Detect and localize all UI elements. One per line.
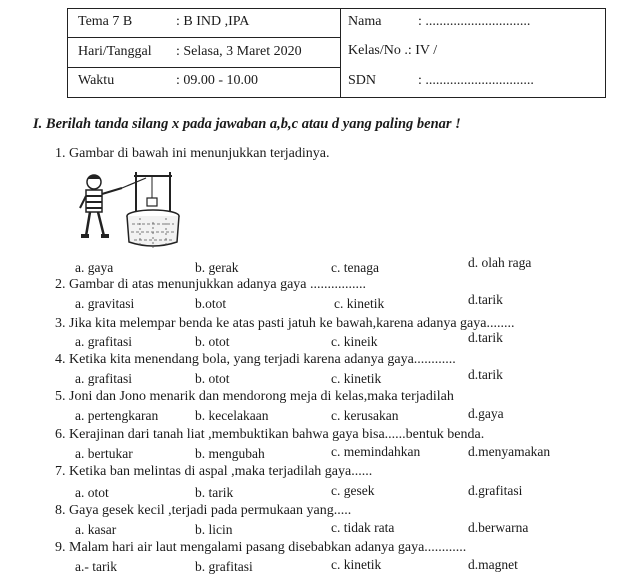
tema-label: Tema 7 B (78, 14, 133, 29)
option-6d[interactable]: d.menyamakan (468, 444, 551, 459)
question-8: 8. Gaya gesek kecil ,terjadi pada permukaan yang..... (55, 503, 352, 518)
option-5a[interactable]: a. pertengkaran (75, 408, 159, 423)
waktu-label: Waktu (78, 73, 115, 88)
option-4b[interactable]: b. otot (195, 371, 230, 386)
option-3b[interactable]: b. otot (195, 334, 230, 349)
option-4d[interactable]: d.tarik (468, 367, 503, 382)
option-8c[interactable]: c. tidak rata (331, 520, 395, 535)
option-8b[interactable]: b. licin (195, 522, 233, 537)
question-6: 6. Kerajinan dari tanah liat ,membuktikan bahwa gaya bisa......bentuk benda. (55, 427, 485, 442)
question-9: 9. Malam hari air laut mengalami pasang disebabkan adanya gaya............ (55, 540, 467, 555)
option-3a[interactable]: a. grafitasi (75, 334, 132, 349)
question-1: 1. Gambar di bawah ini menunjukkan terjadinya. (55, 146, 330, 161)
header-table (67, 8, 606, 98)
section-instruction: I. Berilah tanda silang x pada jawaban a,b,c atau d yang paling benar ! (33, 116, 461, 132)
question-7: 7. Ketika ban melintas di aspal ,maka terjadilah gaya...... (55, 464, 373, 479)
tema-value: : B IND ,IPA (176, 14, 250, 29)
option-1c[interactable]: c. tenaga (331, 260, 379, 275)
hari-value: : Selasa, 3 Maret 2020 (176, 44, 302, 59)
question-5: 5. Joni dan Jono menarik dan mendorong meja di kelas,maka terjadilah (55, 389, 454, 404)
option-6a[interactable]: a. bertukar (75, 446, 133, 461)
kelas-label[interactable]: Kelas/No .: IV / (348, 43, 438, 58)
question-2: 2. Gambar di atas menunjukkan adanya gaya ................ (55, 277, 367, 292)
question-4: 4. Ketika kita menendang bola, yang terjadi karena adanya gaya............ (55, 352, 456, 367)
header-row-line (68, 67, 340, 68)
option-4c[interactable]: c. kinetik (331, 371, 382, 386)
option-3d[interactable]: d.tarik (468, 330, 503, 345)
option-7d[interactable]: d.grafitasi (468, 483, 523, 498)
option-5c[interactable]: c. kerusakan (331, 408, 399, 423)
header-divider (340, 9, 341, 97)
option-5d[interactable]: d.gaya (468, 406, 504, 421)
option-8a[interactable]: a. kasar (75, 522, 117, 537)
sdn-field[interactable]: : ............................... (418, 73, 534, 88)
option-2a[interactable]: a. gravitasi (75, 296, 135, 311)
option-9c[interactable]: c. kinetik (331, 557, 382, 572)
option-3c[interactable]: c. kineik (331, 334, 378, 349)
sdn-label: SDN (348, 73, 377, 88)
option-7c[interactable]: c. gesek (331, 483, 375, 498)
question-3: 3. Jika kita melempar benda ke atas pasti jatuh ke bawah,karena adanya gaya........ (55, 316, 515, 331)
option-5b[interactable]: b. kecelakaan (195, 408, 269, 423)
hari-label: Hari/Tanggal (78, 44, 152, 59)
option-7a[interactable]: a. otot (75, 485, 109, 500)
option-1a[interactable]: a. gaya (75, 260, 114, 275)
option-9b[interactable]: b. grafitasi (195, 559, 253, 574)
option-9a[interactable]: a.- tarik (75, 559, 117, 574)
nama-field[interactable]: : .............................. (418, 14, 531, 29)
option-4a[interactable]: a. grafitasi (75, 371, 132, 386)
header-row-line (68, 37, 340, 38)
option-6b[interactable]: b. mengubah (195, 446, 265, 461)
option-8d[interactable]: d.berwarna (468, 520, 529, 535)
option-1b[interactable]: b. gerak (195, 260, 239, 275)
nama-label: Nama (348, 14, 382, 29)
option-9d[interactable]: d.magnet (468, 557, 518, 572)
option-6c[interactable]: c. memindahkan (331, 444, 421, 459)
option-2d[interactable]: d.tarik (468, 292, 503, 307)
option-2c[interactable]: c. kinetik (334, 296, 385, 311)
child-at-well-illustration (74, 168, 184, 248)
waktu-value: : 09.00 - 10.00 (176, 73, 259, 88)
option-2b[interactable]: b.otot (195, 296, 227, 311)
option-7b[interactable]: b. tarik (195, 485, 234, 500)
option-1d[interactable]: d. olah raga (468, 255, 532, 270)
